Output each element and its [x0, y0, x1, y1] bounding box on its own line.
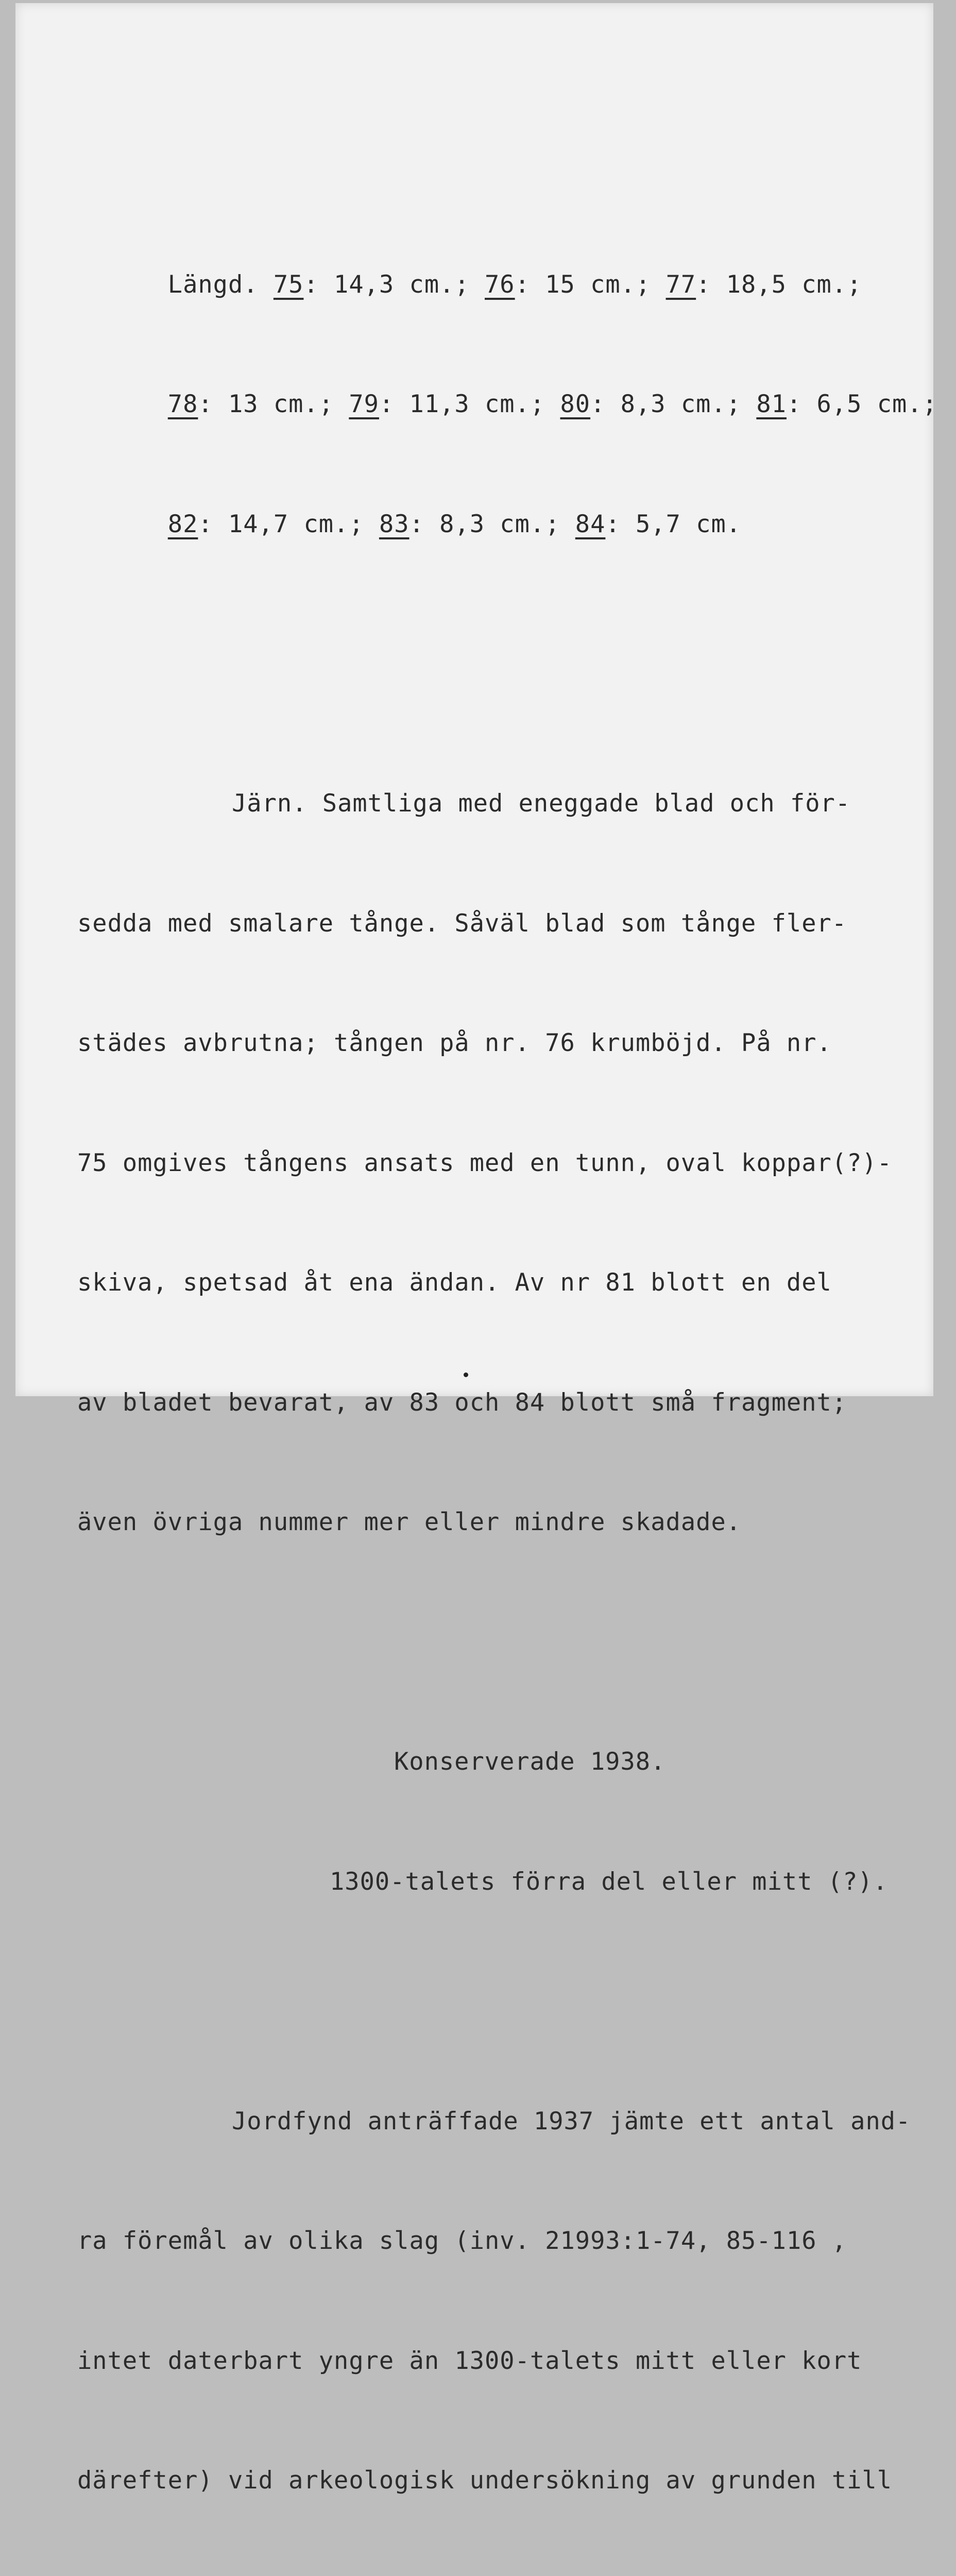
find-line: därefter) vid arkeologisk undersökning av grunden till [77, 2461, 937, 2501]
item-number: 77 [666, 270, 696, 299]
item-number: 81 [756, 390, 787, 418]
measurement-line [77, 225, 937, 265]
text-segment: : 8,3 cm.; [590, 390, 756, 418]
description-line: sedda med smalare tånge. Såväl blad som tånge fler- [77, 904, 937, 944]
measurement-line [77, 464, 937, 504]
description-line: 75 omgives tångens ansats med en tunn, oval koppar(?)- [77, 1143, 937, 1183]
dating-note: 1300-talets förra del eller mitt (?). [77, 1862, 937, 1902]
description-line: Järn. Samtliga med eneggade blad och för- [77, 784, 937, 824]
text-segment: : 18,5 cm.; [696, 270, 862, 299]
description-line: städes avbrutna; tången på nr. 76 krumböjd. På nr. [77, 1023, 937, 1063]
text-segment: : 13 cm.; [198, 390, 349, 418]
item-number: 75 [274, 270, 304, 299]
item-number: 84 [575, 510, 606, 538]
card-text [77, 65, 937, 2576]
text-segment: : 11,3 cm.; [379, 390, 560, 418]
description-line: även övriga nummer mer eller mindre skadade. [77, 1502, 937, 1543]
measurements [77, 145, 937, 584]
ink-dot [464, 1372, 468, 1377]
text-segment: : 5,7 cm. [605, 510, 741, 538]
description-line: av bladet bevarat, av 83 och 84 blott små fragment; [77, 1383, 937, 1423]
description-line: skiva, spetsad åt ena ändan. Av nr 81 blott en del [77, 1263, 937, 1303]
conservation-note: Konserverade 1938. [77, 1742, 937, 1782]
description [77, 704, 937, 1622]
find-line: ra föremål av olika slag (inv. 21993:1-74, 85-116 , [77, 2221, 937, 2261]
item-number: 82 [168, 510, 198, 538]
item-number: 80 [560, 390, 591, 418]
find-context [77, 2022, 937, 2576]
measurement-line [77, 345, 937, 385]
item-number: 76 [485, 270, 515, 299]
text-segment: : 8,3 cm.; [409, 510, 575, 538]
text-segment: : 6,5 cm.; [787, 390, 937, 418]
find-line: Jordfynd anträffade 1937 jämte ett antal and- [77, 2102, 937, 2142]
item-number: 78 [168, 390, 198, 418]
text-segment: : 15 cm.; [515, 270, 666, 299]
text-segment: : 14,7 cm.; [198, 510, 379, 538]
item-number: 83 [379, 510, 409, 538]
text-segment: : 14,3 cm.; [303, 270, 485, 299]
item-number: 79 [349, 390, 379, 418]
text-segment: Längd. [168, 270, 274, 299]
find-line: intet daterbart yngre än 1300-talets mitt eller kort [77, 2341, 937, 2381]
